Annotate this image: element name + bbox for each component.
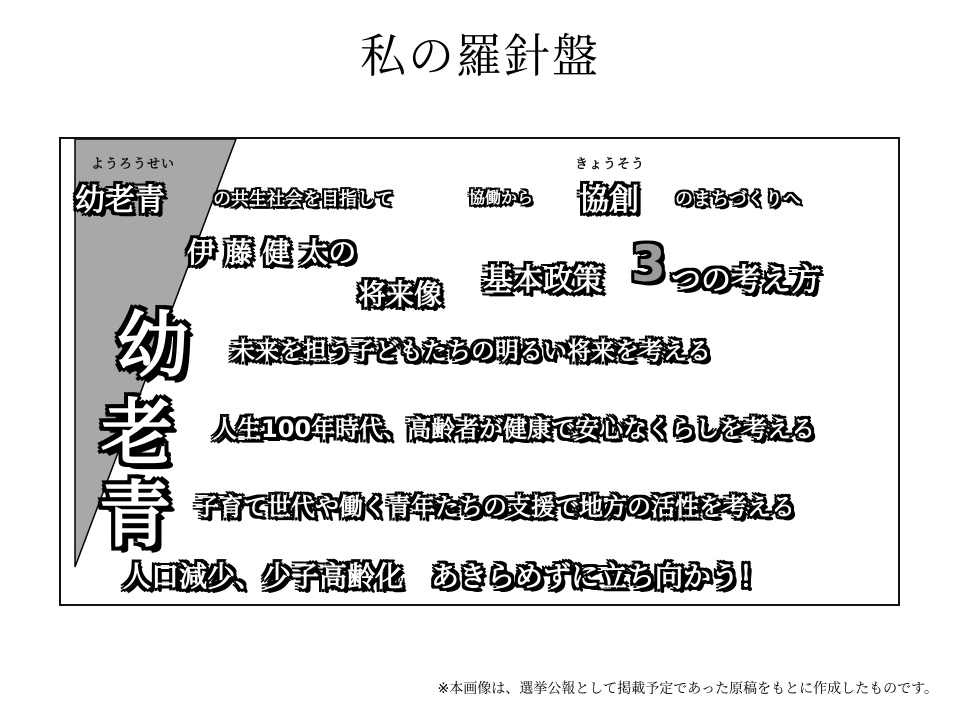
ruby-youroosei: ようろうせい	[91, 157, 176, 172]
ruby-kyoso: きょうそう	[575, 157, 646, 172]
heading-kyosei-text: の共生社会を目指して	[213, 189, 393, 210]
poster-frame	[59, 137, 900, 606]
closing-slogan: 人口減少、少子高齢化 あきらめずに立ち向かう！	[123, 560, 768, 593]
policy-way-label: つの考え方	[671, 263, 821, 298]
candidate-name: 伊 藤 健 太の	[187, 236, 357, 269]
policy-number: 3	[631, 235, 666, 293]
policy-label: 基本政策	[483, 263, 603, 298]
point-young-adults: 子育て世代や働く青年たちの支援で地方の活性を考える	[195, 493, 795, 521]
big-char-sei: 青	[99, 473, 172, 557]
heading-kyoso: 協創	[579, 183, 639, 218]
heading-kyodo: 協働から	[469, 188, 534, 207]
page-title: 私の羅針盤	[360, 29, 600, 83]
point-elderly: 人生100年時代、高齢者が健康で安心なくらしを考える	[213, 415, 816, 443]
point-youth: 未来を担う子どもたちの明るい将来を考える	[231, 337, 711, 365]
heading-machizukuri: のまちづくりへ	[675, 189, 801, 210]
future-vision-label: 将来像	[358, 278, 443, 311]
heading-youroosei: 幼老青	[75, 183, 165, 218]
big-char-you: 幼	[117, 303, 190, 387]
footnote: ※本画像は、選挙公報として掲載予定であった原稿をもとに作成したものです。	[437, 681, 938, 697]
big-char-rou: 老	[101, 391, 174, 475]
